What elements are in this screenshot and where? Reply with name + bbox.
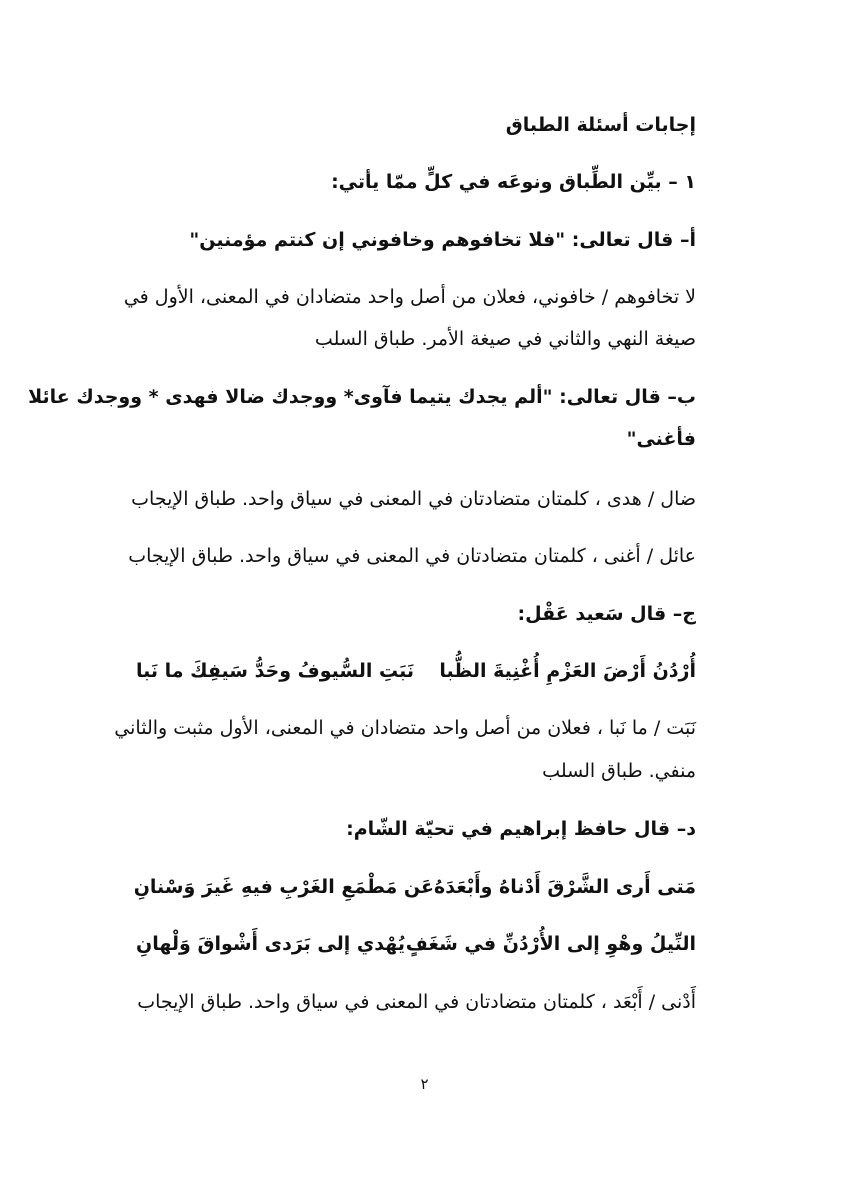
item-a-answer-line-2: صيغة النهي والثاني في صيغة الأمر. طباق السلب bbox=[314, 328, 696, 350]
verse-second-hemistich: يُهْدي إلى بَرَدى أَشْواقَ وَلْهانِ bbox=[136, 933, 405, 955]
item-b-answer-1: ضال / هدى ، كلمتان متضادتان في المعنى في سياق واحد. طباق الإيجاب bbox=[131, 488, 696, 510]
verse-second-hemistich: نَبَتِ السُّيوفُ وحَدُّ سَيفِكَ ما نَبا bbox=[136, 660, 415, 682]
item-a-heading: أ– قال تعالى: "فلا تخافوهم وخافوني إن كنتم مؤمنين" bbox=[189, 229, 696, 251]
page-title: إجابات أسئلة الطباق bbox=[505, 114, 696, 136]
item-d-verse-2 bbox=[136, 930, 696, 958]
item-c-verse bbox=[136, 657, 696, 685]
verse-first-hemistich: مَتى أَرى الشَّرْقَ أَدْناهُ وأَبْعَدَهُ bbox=[434, 876, 696, 898]
verse-first-hemistich: أُرْدُنُ أَرْضَ العَزْمِ أُغْنِيةَ الظُّبا bbox=[439, 660, 696, 682]
item-b-heading-line-1: ب– قال تعالى: "ألم يجدك يتيما فآوى* ووجدك ضالا فهدى * ووجدك عائلا bbox=[28, 386, 696, 408]
item-c-answer-line-1: نَبَت / ما نَبا ، فعلان من أصل واحد متضادان في المعنى، الأول مثبت والثاني bbox=[114, 717, 696, 739]
item-b-heading-line-2: فأغنى" bbox=[626, 428, 696, 450]
item-d-answer: أَدْنى / أَبْعَد ، كلمتان متضادتان في المعنى في سياق واحد. طباق الإيجاب bbox=[137, 991, 696, 1013]
item-c-answer-line-2: منفي. طباق السلب bbox=[542, 760, 696, 782]
verse-second-hemistich: عَن مَطْمَعِ الغَرْبِ فيهِ غَيرَ وَسْنانِ bbox=[133, 876, 435, 898]
item-c-heading: ج– قال سَعيد عَقْل: bbox=[517, 603, 696, 625]
verse-first-hemistich: النِّيلُ وهْوِ إلى الأُرْدُنِّ في شَغَفٍ bbox=[405, 933, 696, 955]
item-d-verse-1 bbox=[133, 873, 696, 901]
item-d-heading: د– قال حافظ إبراهيم في تحيّة الشّام: bbox=[346, 818, 696, 840]
item-a-answer-line-1: لا تخافوهم / خافوني، فعلان من أصل واحد متضادان في المعنى، الأول في bbox=[123, 286, 696, 308]
page-number: ٢ bbox=[420, 1075, 429, 1093]
item-b-answer-2: عائل / أغنى ، كلمتان متضادتان في المعنى في سياق واحد. طباق الإيجاب bbox=[128, 545, 696, 567]
question-1-heading: ١ – بيِّن الطِّباق ونوعَه في كلٍّ ممّا يأتي: bbox=[331, 171, 696, 193]
